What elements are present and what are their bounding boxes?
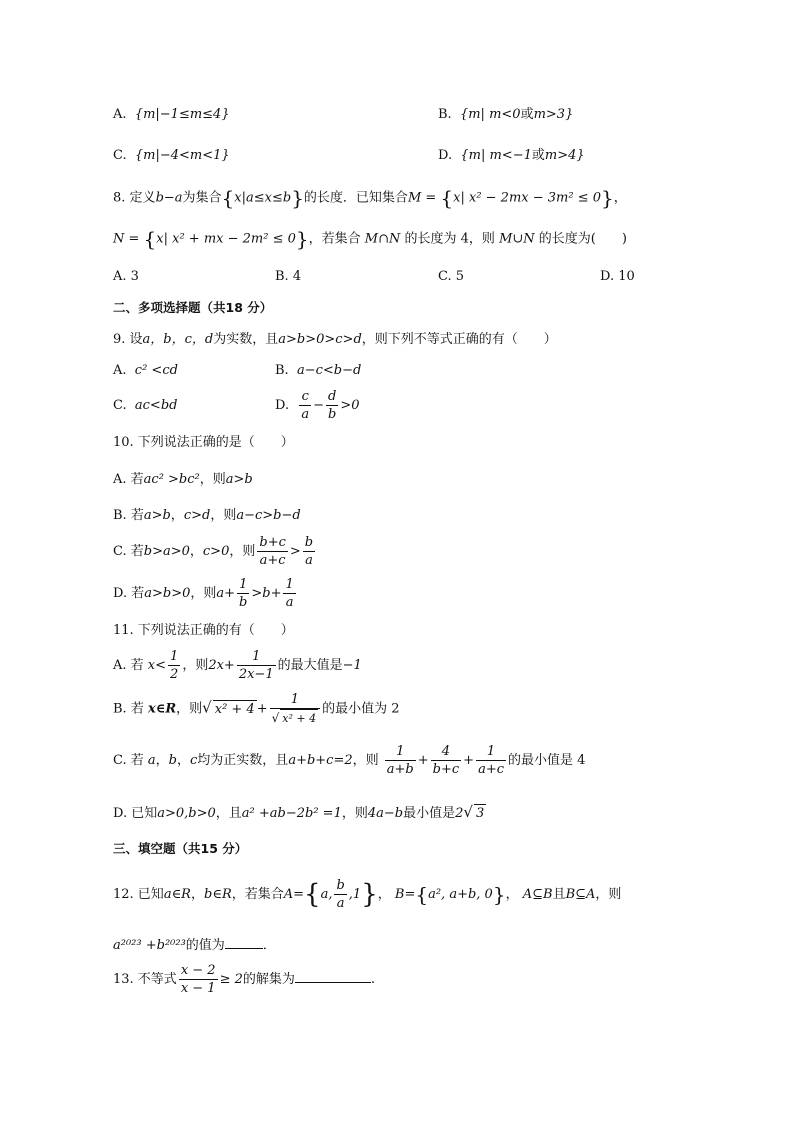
text: ，则 [199,472,226,487]
math: + [256,701,268,717]
math: a>b [225,472,253,487]
text: ，且 [215,806,242,821]
math: a∈R [163,887,191,902]
q8-line-1: 8. 定义b−a为集合{x|a≤x≤b}的长度．已知集合M = {x| x² − 2mx − 3m² ≤ 0}， [113,186,627,210]
fraction: $\frac{c}{a}$ [301,389,310,422]
math: A⊆B [522,887,553,902]
or-text: 或 [531,148,545,163]
text: 的最大值是 [277,658,343,673]
math: {m| m<0 [459,107,521,122]
text: 的长度．已知集合 [303,190,408,206]
q10-option-c [113,534,317,569]
math: a, [320,887,333,902]
text: 的长度为( ) [538,231,627,247]
text: ， [189,544,203,559]
q9-option-c [113,397,177,415]
fraction: $\frac{1}{2x-1}$ [238,649,274,682]
q8-option-c: C. 5 [438,269,465,284]
math: x|a≤x≤b [234,190,292,206]
q8-option-d: D. 10 [600,269,635,284]
fraction: $\frac{1}{\text{√ x² + 4}}$ [270,691,320,727]
option-label: D. [275,398,290,413]
math: a [147,753,156,768]
fraction: $\frac{1}{a+b}$ [386,744,414,777]
math: {m|−4<m<1} [134,148,230,163]
math: a−c<b−d [296,363,362,378]
q8-option-b: B. 4 [275,269,302,284]
math: >0 [340,398,360,413]
text: ， [170,508,184,523]
text: 的值为 [185,938,225,953]
text: 13. 不等式 [113,972,177,987]
fraction: $\frac{1}{b}$ [239,577,248,610]
q11-stem: 11. 下列说法正确的有（ ） [113,623,294,638]
math: a>b [143,508,171,523]
text: 定义 [129,190,156,206]
math: m>3} [533,107,574,122]
math: c² <cd [134,363,178,378]
text: ， [377,887,391,902]
option-label: D. [438,148,453,163]
text: ，则 [190,586,217,601]
fraction: $\frac{1}{a}$ [285,577,294,610]
text: ，则 [341,806,368,821]
q11-option-b: B. 若 x∈R，则√ x² + 4 + $\frac{1}{\text{√ x² + 4}}$ 的最小值为 2 [113,692,400,725]
math: a²⁰²³ +b²⁰²³ [113,938,186,953]
text: A. 若 [113,472,144,487]
math: B= [394,887,416,902]
math: a>b>0 [144,586,191,601]
math: 2x+ [208,658,235,673]
math: a² +ab−2b² =1 [241,806,342,821]
question-number: 8. [113,190,126,206]
math: 4a−b [367,806,404,821]
math: M∩N [364,231,401,247]
math: {m|−1≤m≤4} [134,107,230,122]
q10-option-d [113,576,298,611]
math: c>d [183,508,211,523]
fraction: $\frac{b}{a}$ [304,535,314,568]
q11-option-d: D. 已知a>0,b>0，且a² +ab−2b² =1，则4a−b最小值是2√ 3 [113,803,485,821]
text: ， [190,887,204,902]
q11-option-a [113,648,362,683]
q13-line [113,962,375,997]
q10-option-a [113,471,253,489]
text: 的最小值是 4 [508,753,586,768]
text: 9. 设 [113,332,143,347]
math: + [417,753,429,768]
math: a>b>0>c>d [278,332,362,347]
text: ． [262,938,276,953]
fraction: $\frac{d}{b}$ [328,389,337,422]
section-heading-multiple-choice: 二、多项选择题（共18 分） [113,300,273,315]
text: ，则 [595,887,622,902]
math: − [313,398,325,413]
text: C. 若 [113,544,144,559]
text: A. 若 [113,658,144,673]
option-label: C. [113,148,127,163]
math: a², a+b, 0 [428,887,493,902]
q10-stem: 10. 下列说法正确的是（ ） [113,435,294,450]
text: C. 若 [113,753,144,768]
math: M∪N [499,231,535,247]
math: a>0,b>0 [157,806,216,821]
q9-option-a [113,362,178,380]
q11-option-c [113,743,585,778]
section-heading-fill-in: 三、填空题（共15 分） [113,841,248,856]
math: B⊆A [565,887,596,902]
math: a+b+c=2 [288,753,353,768]
text: ，若集合 [231,887,284,902]
text: . [370,972,376,987]
q8-option-a: A. 3 [113,269,139,284]
text: ，则 [176,701,203,717]
math: c [190,753,198,768]
math: −1 [342,658,362,673]
math: {m| m<−1 [460,148,532,163]
math: b−a [155,190,183,206]
math: a−c>b−d [236,508,301,523]
math: x| x² − 2mx − 3m² ≤ 0 [453,190,602,206]
fraction: $\frac{x - 2}{x - 1}$ [180,963,216,996]
text: 为实数，且 [213,332,279,347]
text: 12. 已知 [113,887,164,902]
math: N = [113,231,144,247]
text: 的最小值为 2 [322,701,400,717]
math: 2 [455,806,464,821]
math: b [168,753,177,768]
math: ,1 [348,887,362,902]
math: a+ [216,586,236,601]
math: m>4} [544,148,585,163]
text: 的解集为 [242,972,295,987]
q9-stem [113,331,557,349]
text: ，则下列不等式正确的有（ ） [361,332,557,347]
text: 最小值是 [403,806,456,821]
q7-option-a [113,106,230,124]
math: x| x² + mx − 2m² ≤ 0 [156,231,296,247]
square-root: x² + 4 [214,701,255,717]
text: ，则 [210,508,237,523]
text: ，则 [229,544,256,559]
fraction: $\frac{4}{b+c}$ [432,744,460,777]
math: b∈R [204,887,232,902]
option-label: C. [113,398,127,413]
math: ac² >bc² [143,472,200,487]
math: b>a>0 [143,544,190,559]
square-root: 3 [475,806,485,821]
text: B. 若 [113,508,144,523]
text: D. 已知 [113,806,158,821]
q9-option-b [275,362,361,380]
option-label: B. [275,363,289,378]
text: ，则 [352,753,379,768]
or-text: 或 [520,107,534,122]
option-label: B. [438,107,452,122]
text: ， [155,753,169,768]
math: c>0 [202,544,230,559]
text: 为集合 [182,190,222,206]
math: ≥ 2 [219,972,243,987]
text: ，则 [182,658,209,673]
q12-line-2 [113,934,276,955]
q7-option-b [438,106,573,124]
text: ， [177,753,191,768]
answer-blank[interactable] [295,968,371,983]
text: B. 若 [113,701,144,717]
q7-option-c [113,147,230,165]
q12-line-1: 12. 已知a∈R，b∈R，若集合A={a, $\frac{b}{a}$ ,1}， B={a², a+b, 0}， A⊆B且B⊆A，则 [113,878,622,911]
fraction: $\frac{b+c}{a+c}$ [259,535,286,568]
math: ac<bd [134,398,178,413]
math: A= [283,887,305,902]
text: ，若集合 [308,231,361,247]
q7-option-d [438,147,585,165]
math: x< [147,658,167,673]
q10-option-b [113,507,301,525]
fraction: $\frac{b}{a}$ [336,878,345,911]
text: D. 若 [113,586,145,601]
q9-option-d [275,388,360,423]
q8-line-2: N = {x| x² + mx − 2m² ≤ 0}，若集合 M∩N 的长度为 4，则 M∪N 的长度为( ) [113,227,627,251]
text: 均为正实数，且 [197,753,289,768]
text: 且 [552,887,566,902]
math: >b+ [251,586,282,601]
fraction: $\frac{1}{2}$ [170,649,179,682]
option-label: A. [113,107,127,122]
math: > [289,544,301,559]
answer-blank[interactable] [225,934,263,949]
math: M = [407,190,441,206]
text: 的长度为 4，则 [404,231,495,247]
text: ， [505,887,519,902]
math: x∈R [147,701,177,717]
math: + [463,753,475,768]
text: ， [613,190,627,206]
option-label: A. [113,363,127,378]
fraction: $\frac{1}{a+c}$ [478,744,504,777]
math: a，b，c，d [142,332,214,347]
